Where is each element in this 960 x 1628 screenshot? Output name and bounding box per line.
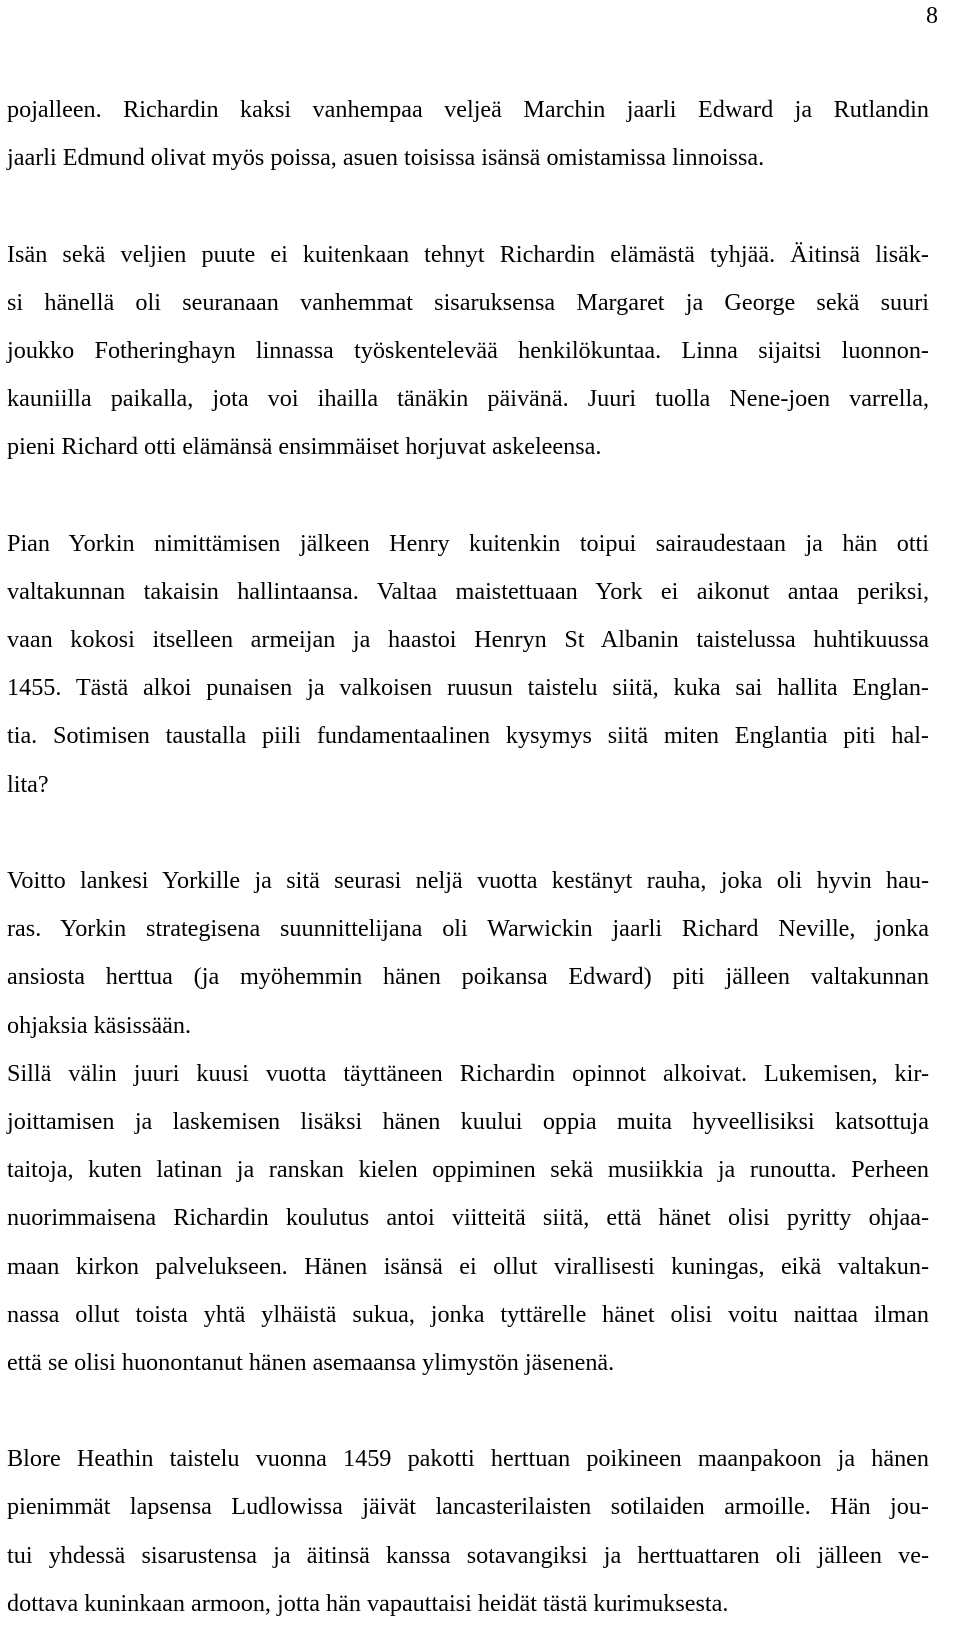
text-line: valtakunnan takaisin hallintaansa. Valtaa maistettuaan York ei aikonut antaa periksi, — [7, 577, 929, 605]
paragraph — [7, 86, 929, 182]
text-line: nassa ollut toista yhtä ylhäistä sukua, jonka tyttärelle hänet olisi voitu naittaa ilman — [7, 1300, 929, 1328]
text-line: että se olisi huonontanut hänen asemaansa ylimystön jäsenenä. — [7, 1348, 615, 1376]
paragraph — [7, 1050, 929, 1387]
paragraph-spacer — [7, 809, 929, 857]
text-line: tui yhdessä sisarustensa ja äitinsä kanssa sotavangiksi ja herttuattaren oli jälleen ve- — [7, 1541, 929, 1569]
text-line: Blore Heathin taistelu vuonna 1459 pakotti herttuan poikineen maanpakoon ja hänen — [7, 1445, 929, 1473]
text-line: tia. Sotimisen taustalla piili fundamentaalinen kysymys siitä miten Englantia piti hal- — [7, 722, 929, 750]
text-line: Isän sekä veljien puute ei kuitenkaan tehnyt Richardin elämästä tyhjää. Äitinsä lisäk- — [7, 240, 929, 268]
text-line: Pian Yorkin nimittämisen jälkeen Henry kuitenkin toipui sairaudestaan ja hän otti — [7, 529, 929, 557]
text-line: ansiosta herttua (ja myöhemmin hänen poikansa Edward) piti jälleen valtakunnan — [7, 963, 929, 991]
text-line: pienimmät lapsensa Ludlowissa jäivät lancasterilaisten sotilaiden armoille. Hän jou- — [7, 1493, 929, 1521]
text-line: 1455. Tästä alkoi punaisen ja valkoisen ruusun taistelu siitä, kuka sai hallita Englan- — [7, 674, 929, 702]
text-line: joukko Fotheringhayn linnassa työskentelevää henkilökuntaa. Linna sijaitsi luonnon- — [7, 336, 929, 364]
text-line: Voitto lankesi Yorkille ja sitä seurasi neljä vuotta kestänyt rauha, joka oli hyvin hau- — [7, 867, 929, 894]
text-line: jaarli Edmund olivat myös poissa, asuen toisissa isänsä omistamissa linnoissa. — [7, 144, 765, 172]
paragraph — [7, 1435, 929, 1628]
paragraph-spacer — [7, 182, 929, 230]
text-line: Sillä välin juuri kuusi vuotta täyttäneen Richardin opinnot alkoivat. Lukemisen, kir- — [7, 1059, 929, 1087]
text-line: nuorimmaisena Richardin koulutus antoi viitteitä siitä, että hänet olisi pyritty ohjaa- — [7, 1204, 929, 1232]
paragraph — [7, 857, 929, 1050]
text-line: pieni Richard otti elämänsä ensimmäiset horjuvat askeleensa. — [7, 433, 602, 461]
paragraph — [7, 231, 929, 472]
text-line: si hänellä oli seuranaan vanhemmat sisaruksensa Margaret ja George sekä suuri — [7, 288, 929, 316]
text-line: ohjaksia käsissään. — [7, 1011, 192, 1039]
document-body — [7, 86, 929, 1628]
paragraph — [7, 520, 929, 809]
text-line: taitoja, kuten latinan ja ranskan kielen oppiminen sekä musiikkia ja runoutta. Perheen — [7, 1156, 929, 1184]
paragraph-spacer — [7, 472, 929, 520]
text-line: joittamisen ja laskemisen lisäksi hänen kuului oppia muita hyveellisiksi katsottuja — [7, 1107, 929, 1135]
text-line: kauniilla paikalla, jota voi ihailla tänäkin päivänä. Juuri tuolla Nene-joen varrella, — [7, 385, 929, 413]
text-line: pojalleen. Richardin kaksi vanhempaa veljeä Marchin jaarli Edward ja Rutlandin — [7, 96, 929, 123]
page-number: 8 — [926, 3, 938, 29]
text-line: dottava kuninkaan armoon, jotta hän vapauttaisi heidät tästä kurimuksesta. — [7, 1589, 729, 1617]
text-line: maan kirkon palvelukseen. Hänen isänsä ei ollut virallisesti kuningas, eikä valtakun- — [7, 1252, 929, 1280]
paragraph-spacer — [7, 1387, 929, 1435]
text-line: lita? — [7, 770, 49, 798]
text-line: ras. Yorkin strategisena suunnittelijana oli Warwickin jaarli Richard Neville, jonka — [7, 915, 929, 943]
text-line: vaan kokosi itselleen armeijan ja haastoi Henryn St Albanin taistelussa huhtikuussa — [7, 626, 929, 654]
